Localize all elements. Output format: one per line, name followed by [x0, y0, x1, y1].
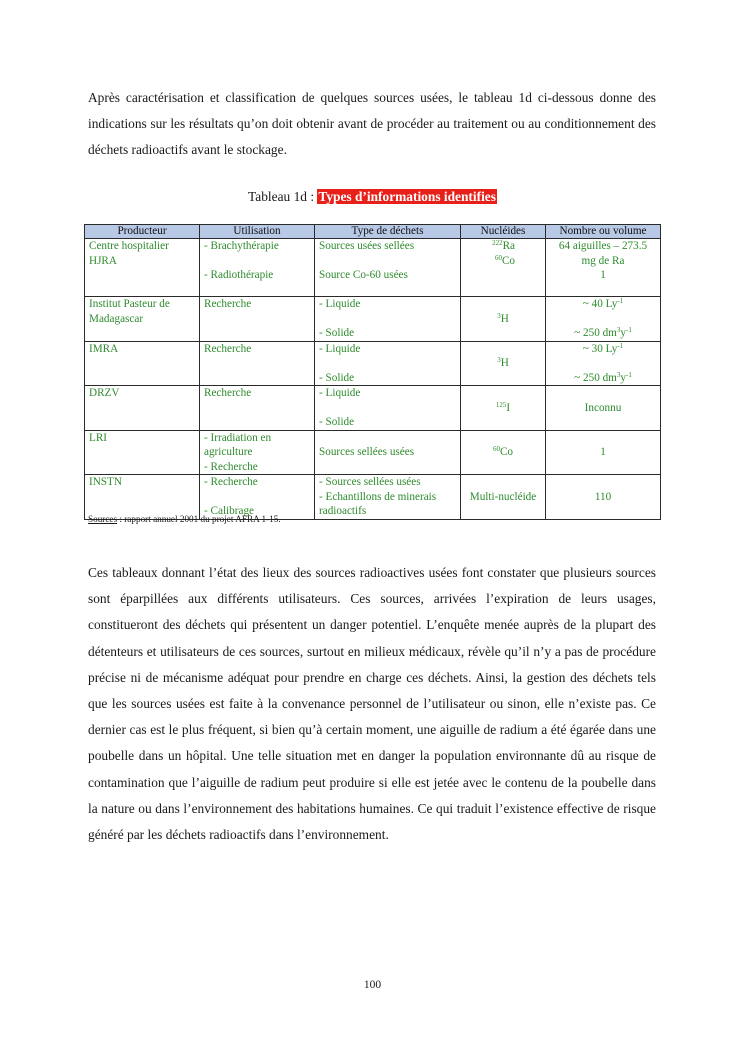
cell-line: - Brachythérapie	[204, 240, 279, 252]
nuclide-symbol: H	[500, 357, 509, 369]
nuclide	[465, 239, 515, 254]
cell-line: DRZV	[89, 387, 120, 399]
waste-table	[84, 224, 661, 520]
nuclide-symbol: Co	[501, 254, 515, 267]
cell-line: Recherche	[204, 298, 252, 310]
cell-type	[315, 430, 461, 475]
cell-utilisation	[200, 430, 315, 475]
cell-line: IMRA	[89, 342, 119, 355]
cell-line: - Liquide	[319, 342, 361, 355]
caption-prefix: Tableau 1d :	[248, 189, 318, 204]
volume-unit: y	[620, 371, 626, 384]
cell-line: - Solide	[319, 416, 355, 428]
cell-line: - Liquide	[319, 298, 361, 310]
header-nombre-volume: Nombre ou volume	[546, 225, 661, 239]
body-paragraph: Ces tableaux donnant l’état des lieux des sources radioactives usées font constater que plusieurs sources sont éparpillées aux différents utilisateurs. Ces sources, arrivées l’expiration de leurs usages, constitueront des déchets qui présentent un danger potentiel. L’enquête menée auprès de la plupart des détenteurs et utilisateurs de ces sources, surtout en milieux médicaux, révèle qu’il n’y a pas de procédure précise ni de mécanisme adéquat pour prendre en charge ces déchets. Ainsi, la gestion des déchets tels que les sources usées est faite à la convenance personnel de l’utilisateur ou sinon, elle n’existe pas. Ce dernier cas est le plus fréquent, si bien qu’à certain moment, une aiguille de radium a été égarée dans une poubelle dans un hôpital. Une telle situation met en danger la population environnante dû au risque de contamination que l’aiguille de radium peut produire si elle est jetée avec le contenu de la poubelle dans la nature ou dans l’environnement des habitations humaines. Ce qui traduit l’existence effective de risque généré par les déchets radioactifs dans l’environnement.	[88, 565, 656, 843]
volume-exponent: 3	[616, 326, 621, 334]
nuclide-symbol: H	[500, 312, 509, 325]
cell-type	[315, 341, 461, 386]
cell-nombre	[546, 239, 661, 297]
cell-type	[315, 239, 461, 297]
nuclide-symbol: Co	[499, 446, 514, 458]
cell-line: - Sources sellées usées	[319, 476, 421, 488]
cell-nombre	[546, 341, 661, 386]
table-row	[85, 297, 661, 342]
cell-line: - Recherche	[204, 476, 258, 488]
nuclide-mass: 60	[492, 445, 500, 453]
cell-line: mg de Ra	[581, 254, 625, 267]
cell-utilisation	[200, 386, 315, 431]
nuclide	[497, 357, 509, 369]
cell-line: - Liquide	[319, 387, 361, 399]
table-row	[85, 386, 661, 431]
header-producteur: Producteur	[85, 225, 200, 239]
cell-line	[319, 356, 456, 371]
header-type-dechets: Type de déchets	[315, 225, 461, 239]
source-label: Sources	[88, 514, 118, 524]
volume-value	[550, 297, 656, 312]
cell-line: - Echantillons de minerais	[319, 490, 437, 503]
cell-line: - Solide	[319, 327, 355, 339]
cell-producteur	[85, 297, 200, 342]
cell-line	[319, 312, 456, 327]
cell-type	[315, 386, 461, 431]
table-caption	[0, 189, 745, 205]
cell-line: radioactifs	[319, 505, 367, 517]
cell-line: Institut Pasteur de	[89, 298, 170, 310]
cell-utilisation	[200, 239, 315, 297]
nuclide-symbol: Ra	[502, 240, 515, 252]
volume-base: ~ 30 Ly	[582, 342, 618, 355]
nuclide	[497, 313, 509, 325]
cell-nombre	[546, 297, 661, 342]
table-row	[85, 430, 661, 475]
cell-type	[315, 475, 461, 520]
cell-producteur	[85, 386, 200, 431]
cell-utilisation	[200, 297, 315, 342]
nuclide-mass: 3	[497, 311, 501, 320]
cell-nucleides	[461, 297, 546, 342]
page-number: 100	[363, 979, 382, 991]
table-row	[85, 239, 661, 297]
cell-nucleides	[461, 386, 546, 431]
cell-line: - Radiothérapie	[204, 269, 274, 281]
header-nucleides: Nucléides	[461, 225, 546, 239]
cell-nucleides	[461, 341, 546, 386]
table-row	[85, 341, 661, 386]
cell-line: INSTN	[89, 476, 122, 488]
cell-nombre: Inconnu	[546, 386, 661, 431]
cell-line: Recherche	[204, 387, 252, 399]
volume-value	[550, 371, 656, 386]
cell-nombre: 110	[546, 475, 661, 520]
volume-exponent: -1	[617, 341, 624, 350]
table-header-row	[85, 225, 661, 239]
cell-line: 64 aiguilles – 273.5	[558, 240, 648, 252]
nuclide-mass: 222	[492, 239, 503, 247]
table-row	[85, 475, 661, 520]
nuclide-symbol: I	[506, 401, 511, 414]
cell-utilisation	[200, 341, 315, 386]
table-source-note	[88, 514, 281, 524]
cell-line: - Solide	[319, 371, 355, 384]
cell-line: HJRA	[89, 254, 117, 267]
volume-exponent: -1	[625, 326, 632, 334]
volume-base: ~ 40 Ly	[582, 298, 618, 310]
volume-exponent: 3	[616, 370, 621, 379]
nuclide-mass: 3	[497, 356, 501, 364]
cell-line: - Irradiation en	[204, 431, 272, 444]
cell-line: agriculture	[204, 446, 253, 458]
cell-line: - Calibrage	[204, 505, 255, 517]
cell-line	[319, 254, 456, 269]
volume-value	[550, 342, 656, 357]
cell-line: - Recherche	[204, 460, 258, 473]
intro-paragraph: Après caractérisation et classification de quelques sources usées, le tableau 1d ci-dessous donne des indications sur les résultats qu’on doit obtenir avant de procéder au traitement ou au conditionnement des déchets radioactifs avant le stockage.	[88, 90, 656, 157]
volume-value	[550, 326, 656, 341]
volume-base: ~ 250 dm	[574, 371, 617, 384]
cell-line: Sources sellées usées	[319, 446, 415, 458]
cell-line: Recherche	[204, 342, 252, 355]
source-text: : rapport annuel 2001 du projet AFRA 1-15.	[117, 514, 281, 524]
cell-producteur	[85, 341, 200, 386]
cell-line	[319, 401, 456, 416]
nuclide-mass: 60	[494, 253, 502, 262]
volume-unit: y	[620, 327, 626, 339]
cell-producteur	[85, 430, 200, 475]
cell-line	[550, 312, 656, 327]
caption-highlight: Types d’informations identifies	[318, 189, 496, 204]
nuclide	[465, 254, 515, 269]
cell-nombre: 1	[546, 430, 661, 475]
cell-line: Source Co-60 usées	[319, 269, 408, 281]
cell-line: 1	[600, 269, 606, 281]
cell-producteur	[85, 475, 200, 520]
cell-line	[550, 356, 656, 371]
volume-exponent: -1	[617, 297, 624, 305]
cell-nucleides	[461, 239, 546, 297]
cell-line: Centre hospitalier	[89, 240, 169, 252]
cell-type	[315, 297, 461, 342]
cell-utilisation	[200, 475, 315, 520]
nuclide	[493, 446, 513, 458]
cell-nucleides	[461, 430, 546, 475]
cell-line	[204, 490, 310, 505]
cell-producteur	[85, 239, 200, 297]
cell-line: LRI	[89, 431, 108, 444]
volume-base: ~ 250 dm	[574, 327, 617, 339]
volume-exponent: -1	[625, 370, 632, 379]
cell-nucleides: Multi-nucléide	[461, 475, 546, 520]
header-utilisation: Utilisation	[200, 225, 315, 239]
nuclide	[496, 402, 510, 414]
cell-line	[204, 254, 310, 269]
cell-line: Madagascar	[89, 312, 144, 325]
nuclide-mass: 125	[495, 400, 507, 409]
cell-line: Sources usées sellées	[319, 240, 415, 252]
